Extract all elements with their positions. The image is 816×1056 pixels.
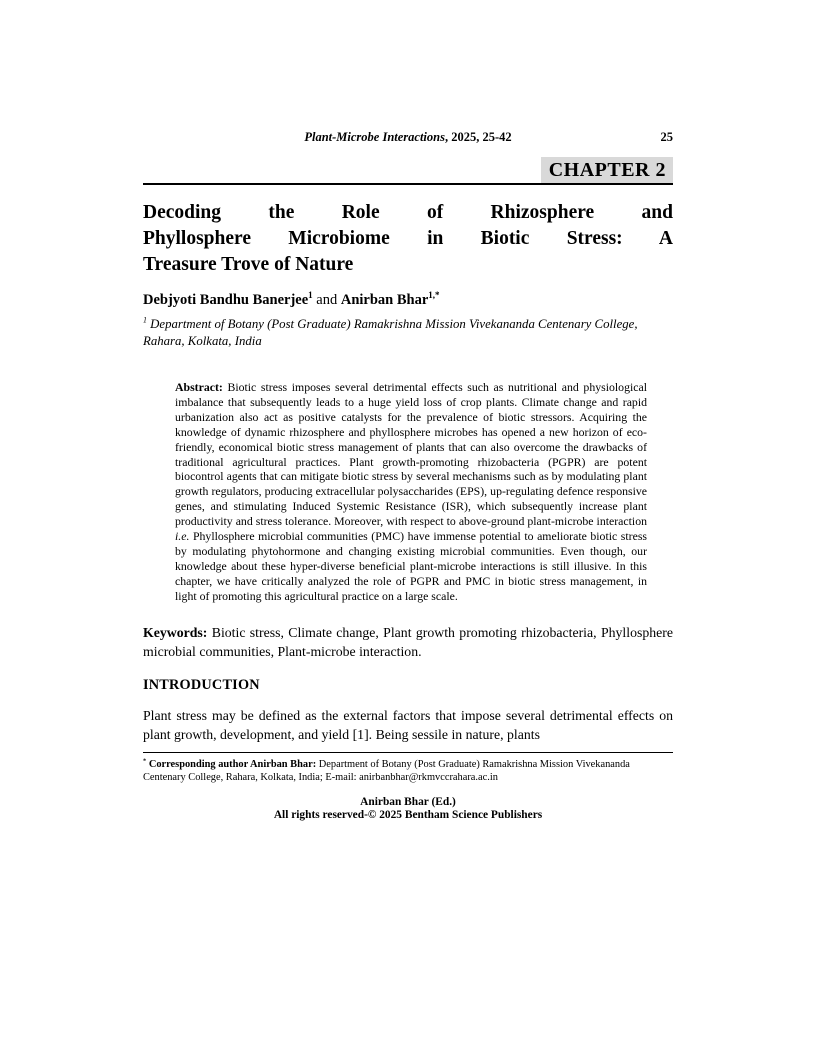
keywords-label: Keywords: [143,624,208,640]
footnote-text: Department of Botany (Post Graduate) Ramakrishna Mission Vivekananda Centenary College, Rahara, Kolkata, India; E-mail: anirbanbhar@rkmvccrahara.ac.in [143,758,630,783]
chapter-header-rule [143,157,673,185]
introduction-paragraph: Plant stress may be defined as the external factors that impose several detrimental effects on plant growth, development, and yield [1]. Being sessile in nature, plants [143,707,673,742]
author-connector: and [312,292,341,308]
author-affiliation-marker: 1,* [428,290,440,301]
footnote-marker: * [143,757,147,765]
editor-line: Anirban Bhar (Ed.) [360,795,456,808]
page-number: 25 [660,130,673,144]
abstract-text: Biotic stress imposes several detrimental effects such as nutritional and physiological imbalance that subsequently leads to a huge yield loss of crop plants. Climate change and rapid urbanization also act as positive catalysts for the prevalence of biotic stressors. Acquiring the knowledge of dynamic rhizosphere and phyllosphere microbes has opened a new horizon of eco-friendly, economical biotic stress management of plants that can also overcome the drawbacks of traditional agricultural practices. Plant growth-promoting rhizobacteria (PGPR) are potent biocontrol agents that can mitigate biotic stress by several mechanisms such as by modulating plant growth regulators, producing extracellular polysaccharides (EPS), up-regulating defence responsive genes, and stimulating Induced Systemic Resistance (ISR), which subsequently increase plant productivity and stress tolerance. Moreover, with respect to above-ground plant-microbe interaction [175,380,647,529]
running-header [143,130,673,144]
introduction-heading: INTRODUCTION [143,676,260,693]
abstract-label: Abstract: [175,380,223,394]
journal-title: Plant-Microbe Interactions [304,130,445,144]
authors-line [143,292,673,309]
chapter-title [143,200,673,278]
author-name: Anirban Bhar$^{1,*}$ [340,290,440,308]
publisher-block [143,796,673,823]
keywords [143,623,673,661]
rights-line: All rights reserved-© 2025 Bentham Science Publishers [273,809,543,822]
abstract [175,380,647,604]
abstract-italic-term: i.e. [175,529,190,544]
journal-meta: , 2025, 25-42 [444,130,512,144]
author-affiliation-marker: 1 [308,290,313,301]
affiliation [143,316,673,349]
affiliation-marker: 1 [143,315,147,325]
corresponding-author-footnote [143,752,673,784]
chapter-title-line: Treasure Trove of Nature [143,254,354,275]
abstract-text: Phyllosphere microbial communities (PMC) have immense potential to ameliorate biotic stress by modulating phytohormone and changing existing microbial communities. Even though, our knowledge about these hyper-diverse beneficial plant-microbe interactions is still illusive. In this chapter, we have critically analyzed the role of PGPR and PMC in biotic stress management, in light of promoting this agricultural practice on a large scale. [175,529,647,603]
author-name: Debjyoti Bandhu Banerjee$^1$ [143,290,313,308]
keywords-text: Biotic stress, Climate change, Plant growth promoting rhizobacteria, Phyllosphere microbial communities, Plant-microbe interaction. [143,624,673,659]
chapter-title-line: Decoding the Role of Rhizosphere and [143,202,673,223]
footnote-label: Corresponding author Anirban Bhar: [146,758,317,770]
chapter-title-line: Phyllosphere Microbiome in Biotic Stress: A [143,228,673,249]
journal-citation [304,130,511,144]
chapter-badge: CHAPTER 2 [541,157,673,183]
affiliation-text: Department of Botany (Post Graduate) Ramakrishna Mission Vivekananda Centenary College, Rahara, Kolkata, India [143,317,638,348]
